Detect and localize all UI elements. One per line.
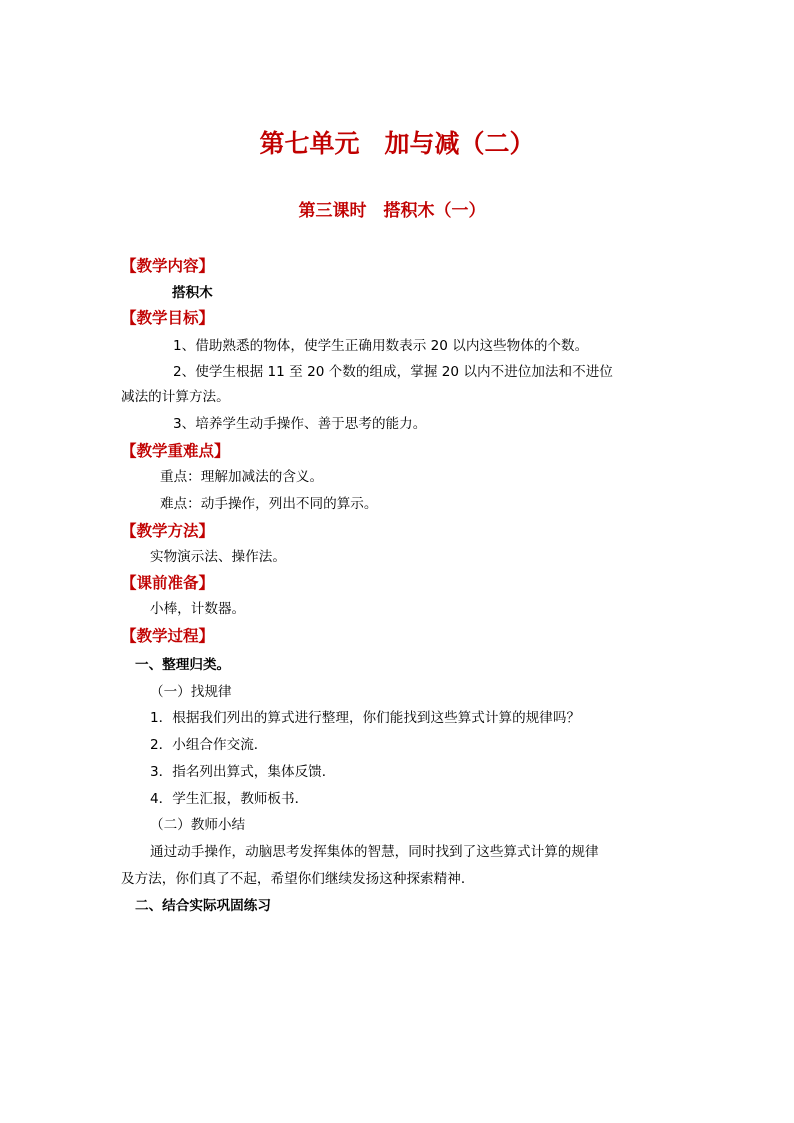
goal-3: 3、培养学生动手操作、善于思考的能力。 [173, 416, 427, 432]
step-item-3: 3．指名列出算式，集体反馈． [150, 764, 336, 780]
section-heading-process: 【教学过程】 [121, 627, 215, 645]
method-text: 实物演示法、操作法。 [150, 549, 286, 565]
section-heading-goals: 【教学目标】 [121, 309, 215, 327]
section-heading-content: 【教学内容】 [121, 257, 215, 275]
step-item-1: 1．根据我们列出的算式进行整理，你们能找到这些算式计算的规律吗？ [150, 710, 581, 726]
difficult-point: 难点：动手操作，列出不同的算示。 [160, 496, 378, 512]
preparation-text: 小棒，计数器。 [150, 601, 246, 617]
step-item-2: 2．小组合作交流． [150, 737, 268, 753]
goal-2-line-1: 2、使学生根据 11 至 20 个数的组成，掌握 20 以内不进位加法和不进位 [173, 364, 613, 380]
summary-line-2: 及方法，你们真了不起，希望你们继续发扬这种探索精神． [121, 871, 475, 887]
step-1-heading: 一、整理归类。 [135, 657, 231, 673]
step-1-subheading-1: （一）找规律 [150, 684, 232, 700]
section-heading-key-points: 【教学重难点】 [121, 442, 230, 460]
goal-1: 1、借助熟悉的物体，使学生正确用数表示 20 以内这些物体的个数。 [173, 338, 589, 354]
goal-2-line-2: 减法的计算方法。 [121, 389, 230, 405]
step-2-heading: 二、结合实际巩固练习 [135, 898, 271, 914]
section-heading-preparation: 【课前准备】 [121, 574, 215, 592]
section-heading-method: 【教学方法】 [121, 522, 215, 540]
step-item-4: 4．学生汇报，教师板书． [150, 791, 309, 807]
unit-title: 第七单元 加与减（二） [259, 129, 535, 158]
key-point: 重点：理解加减法的含义。 [160, 469, 324, 485]
step-1-subheading-2: （二）教师小结 [150, 817, 246, 833]
summary-line-1: 通过动手操作，动脑思考发挥集体的智慧，同时找到了这些算式计算的规律 [150, 844, 599, 860]
content-text: 搭积木 [172, 285, 213, 301]
lesson-title: 第三课时 搭积木（一） [298, 201, 486, 221]
